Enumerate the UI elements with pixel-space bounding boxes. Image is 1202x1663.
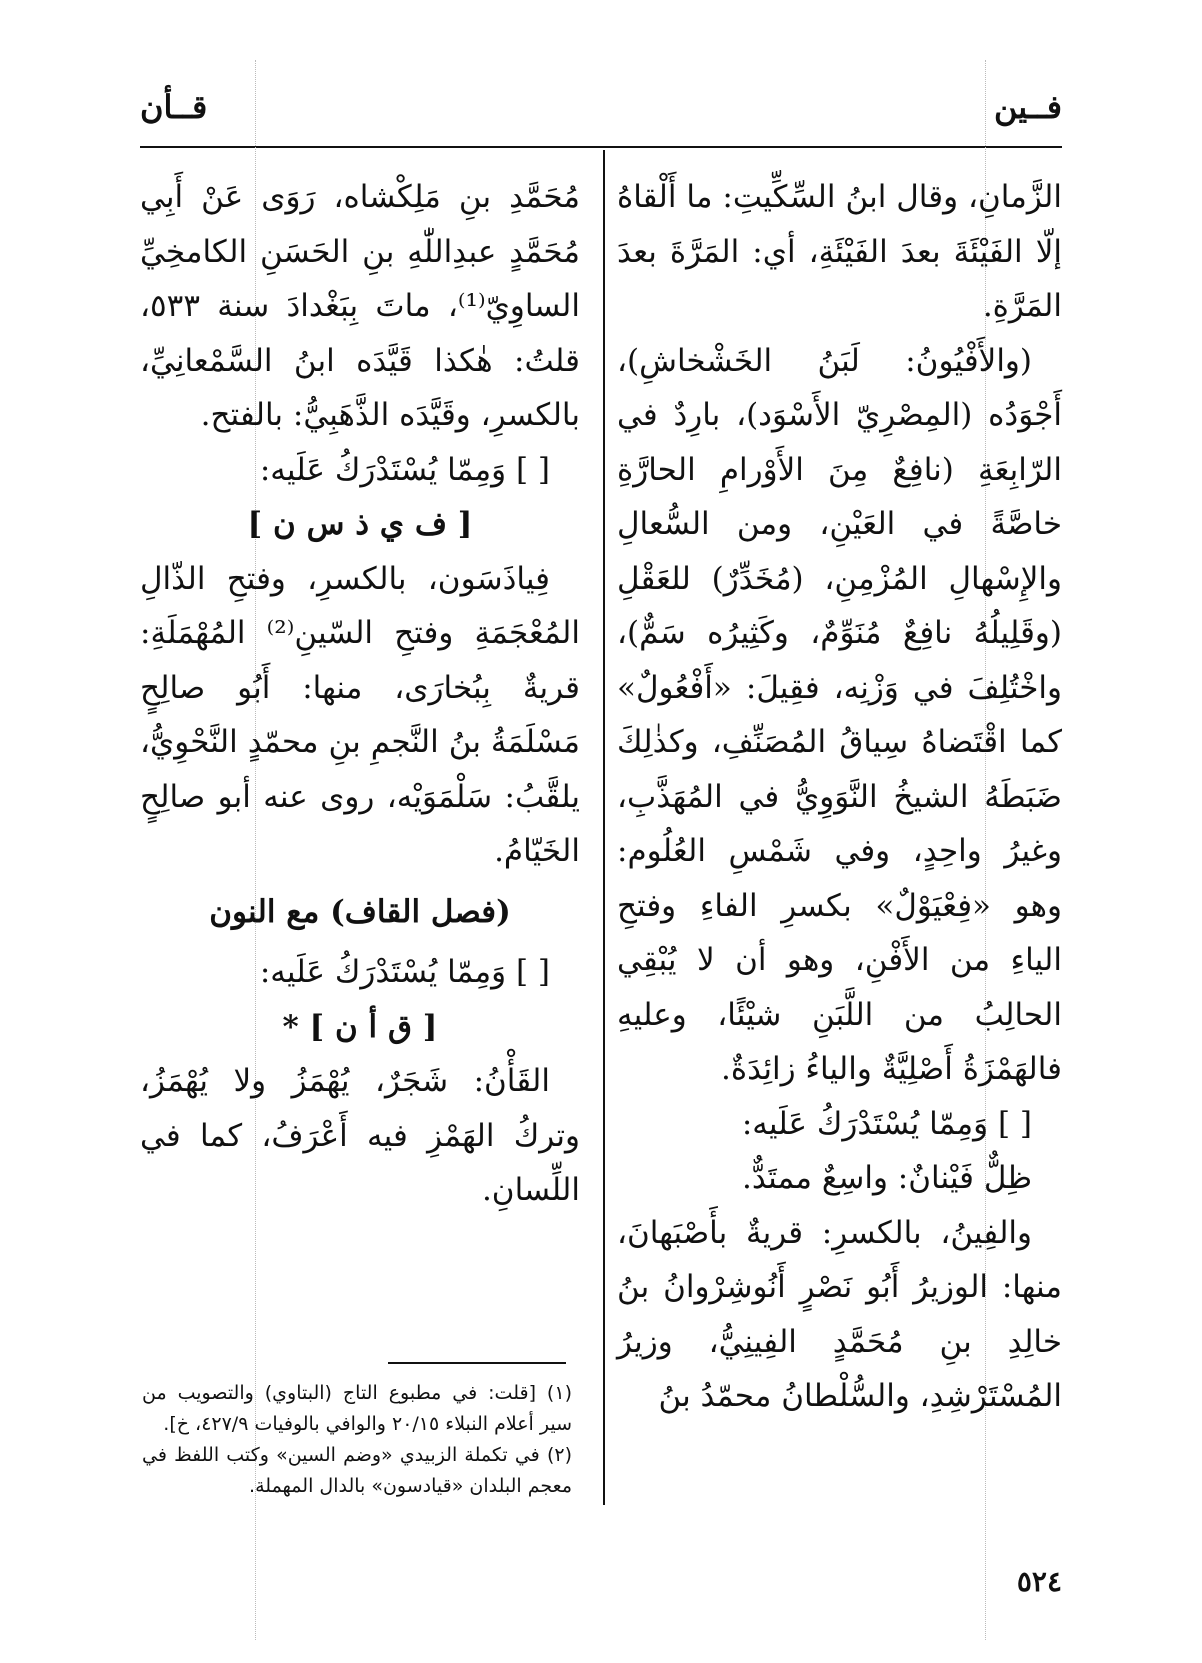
paragraph: القَأْنُ: شَجَرٌ، يُهْمَزُ ولا يُهْمَزُ، وتركُ الهَمْزِ فيه أَعْرَفُ، كما في اللِّسانِ. xyxy=(140,1063,580,1208)
paragraph: والفِينُ، بالكسرِ: قريةٌ بأَصْبَهانَ، منها: الوزيرُ أَبُو نَصْرٍ أَنُوشِرْوانُ بنُ خالِدِ بنِ مُحَمَّدٍ الفِينِيُّ، وزيرُ المُسْتَرْشِدِ، والسُّلْطانُ محمّدُ بنُ xyxy=(617,1214,1062,1414)
header-left-word: قــأن xyxy=(140,88,208,126)
footnote-2: (٢) في تكملة الزبيدي «وضم السين» وكتب اللفظ في معجم البلدان «قيادسون» بالدال المهملة. xyxy=(142,1444,572,1497)
entry-root-heading: [ ف ي ذ س ن ] xyxy=(247,506,473,542)
mustadrak-line: [ ] وَمِمّا يُسْتَدْرَكُ عَلَيه: xyxy=(259,954,550,990)
header-right-word: فــين xyxy=(993,88,1062,126)
right-column xyxy=(617,170,1062,1424)
mustadrak-line: [ ] وَمِمّا يُسْتَدْرَكُ عَلَيه: xyxy=(259,451,550,488)
paragraph: الزَّمانِ، وقال ابنُ السِّكِّيتِ: ما أَلْقاهُ إلّا الفَيْئَةَ بعدَ الفَيْئَةِ، أي: المَرَّةَ بعدَ المَرَّةِ. xyxy=(617,179,1062,324)
paragraph: (والأَفْيُونُ: لَبَنُ الخَشْخاشِ)، أَجْوَدُه (المِصْرِيّ الأَسْوَد)، بارِدٌ في الرّابِعَةِ (نافِعٌ مِنَ الأَوْرامِ الحارَّةِ خاصَّةً في العَيْنِ، ومن السُّعالِ والإِسْهالِ المُزْمِنِ، (مُخَدِّرٌ) للعَقْلِ (وقَلِيلُهُ نافِعٌ مُنَوِّمٌ، وكَثِيرُه سَمٌّ)، واخْتُلِفَ في وَزْنِه، فقِيلَ: «أَفْعُولٌ» كما اقْتَضاهُ سِياقُ المُصَنِّفِ، وكذٰلِكَ ضَبَطَهُ الشيخُ النَّوَوِيُّ في المُهَذَّبِ، وغيرُ واحِدٍ، وفي شَمْسِ العُلُوم: وهو «فِعْيَوْلٌ» بكسرِ الفاءِ وفتحِ الياءِ من الأَفْنِ، وهو أن لا يُبْقِي الحالِبُ من اللَّبَنِ شيْئًا، وعليهِ فالهَمْزَةُ أَصْلِيَّةٌ والياءُ زائِدَةٌ. xyxy=(617,342,1062,1087)
paragraph: ظِلٌّ فَيْنانٌ: واسِعٌ ممتَدٌّ. xyxy=(742,1160,1032,1196)
page-number: ٥٢٤ xyxy=(1016,1565,1062,1598)
mustadrak-line: [ ] وَمِمّا يُسْتَدْرَكُ عَلَيه: xyxy=(741,1105,1032,1142)
footnotes xyxy=(142,1378,572,1502)
column-divider xyxy=(603,150,605,1505)
paragraph: مُحَمَّدِ بنِ مَلِكْشاه، رَوَى عَنْ أَبِي مُحَمَّدٍ عبدِاللّٰهِ بنِ الحَسَنِ الكامخِيِّ الساوِيّ⁽¹⁾، ماتَ بِبَغْدادَ سنة ٥٣٣، قلتُ: هٰكذا قَيَّدَه ابنُ السَّمْعانِيِّ، بالكسرِ، وقَيَّدَه الذَّهَبِيُّ: بالفتح. xyxy=(140,179,580,433)
footnote-1: (١) [قلت: في مطبوع التاج (البتاوي) والتصويب من سير أعلام النبلاء ٢٠/١٥ والوافي بالوفيات ٤٢٧/٩، خ]. xyxy=(142,1382,572,1435)
footnote-rule xyxy=(388,1362,566,1364)
running-header xyxy=(140,88,1062,138)
paragraph: فِياذَسَون، بالكسرِ، وفتحِ الذّالِ المُعْجَمَةِ وفتحِ السّينِ⁽²⁾ المُهْمَلَةِ: قريةٌ بِبُخارَى، منها: أَبُو صالِحٍ مَسْلَمَةُ بنُ النَّجمِ بنِ محمّدٍ النَّحْوِيُّ، يلقَّبُ: سَلْمَوَيْه، روى عنه أبو صالِحٍ الخَيّامُ. xyxy=(140,560,580,869)
left-column xyxy=(140,170,580,1218)
entry-root-heading: [ ق أ ن ] * xyxy=(282,1008,438,1045)
header-rule xyxy=(140,146,1062,148)
section-heading: (فصل القاف) مع النون xyxy=(209,893,511,930)
